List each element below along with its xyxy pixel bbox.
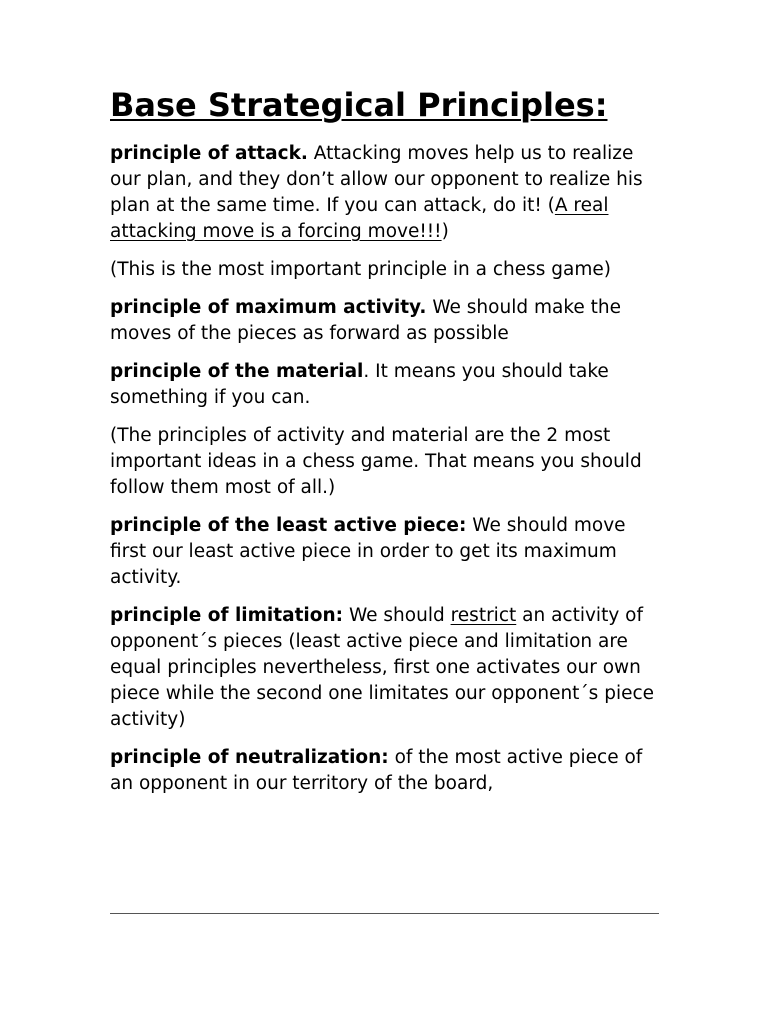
paragraph-text: (This is the most important principle in a chess game)	[110, 259, 611, 280]
paragraph-text: (The principles of activity and material are the 2 most important ideas in a chess game. That means you should follow them most of all.)	[110, 425, 642, 498]
document-page	[110, 84, 662, 809]
paragraph-text: We should make the moves of the pieces as forward as possible	[110, 297, 621, 344]
paragraph-text: We should	[343, 605, 451, 626]
paragraph-text: Attacking moves help us to realize our plan, and they don’t allow our opponent to realize his plan at the same time. If you can attack, do it! (	[110, 143, 643, 216]
paragraph-attack	[110, 141, 662, 245]
paragraph-text: . It means you should take something if you can.	[110, 361, 609, 408]
term-limitation: principle of limitation:	[110, 605, 344, 626]
paragraph-tail: an activity of opponent´s pieces (least active piece and limitation are equal principles nevertheless, first one activates our own piece while the second one limitates our opponent´s piece activity)	[110, 605, 655, 730]
paragraph-note-activity-material	[110, 423, 662, 501]
underlined-text: restrict	[450, 605, 517, 626]
paragraph-neutralization	[110, 745, 662, 797]
paragraph-note-attack	[110, 257, 662, 283]
underlined-text: A real attacking move is a forcing move!!!	[110, 195, 609, 242]
paragraph-text: of the most active piece of an opponent in our territory of the board,	[110, 747, 643, 794]
term-neutralization: principle of neutralization:	[110, 747, 389, 768]
paragraph-material	[110, 359, 662, 411]
paragraph-text: We should move first our least active piece in order to get its maximum activity.	[110, 515, 626, 588]
term-least-active-piece: principle of the least active piece:	[110, 515, 467, 536]
paragraph-limitation	[110, 603, 662, 733]
paragraph-least-active-piece	[110, 513, 662, 591]
paragraph-maximum-activity	[110, 295, 662, 347]
term-maximum-activity: principle of maximum activity.	[110, 297, 427, 318]
term-attack: principle of attack.	[110, 143, 308, 164]
paragraph-tail: )	[441, 221, 449, 242]
page-title: Base Strategical Principles:	[110, 86, 608, 124]
page-divider	[110, 913, 659, 914]
term-material: principle of the material	[110, 361, 364, 382]
